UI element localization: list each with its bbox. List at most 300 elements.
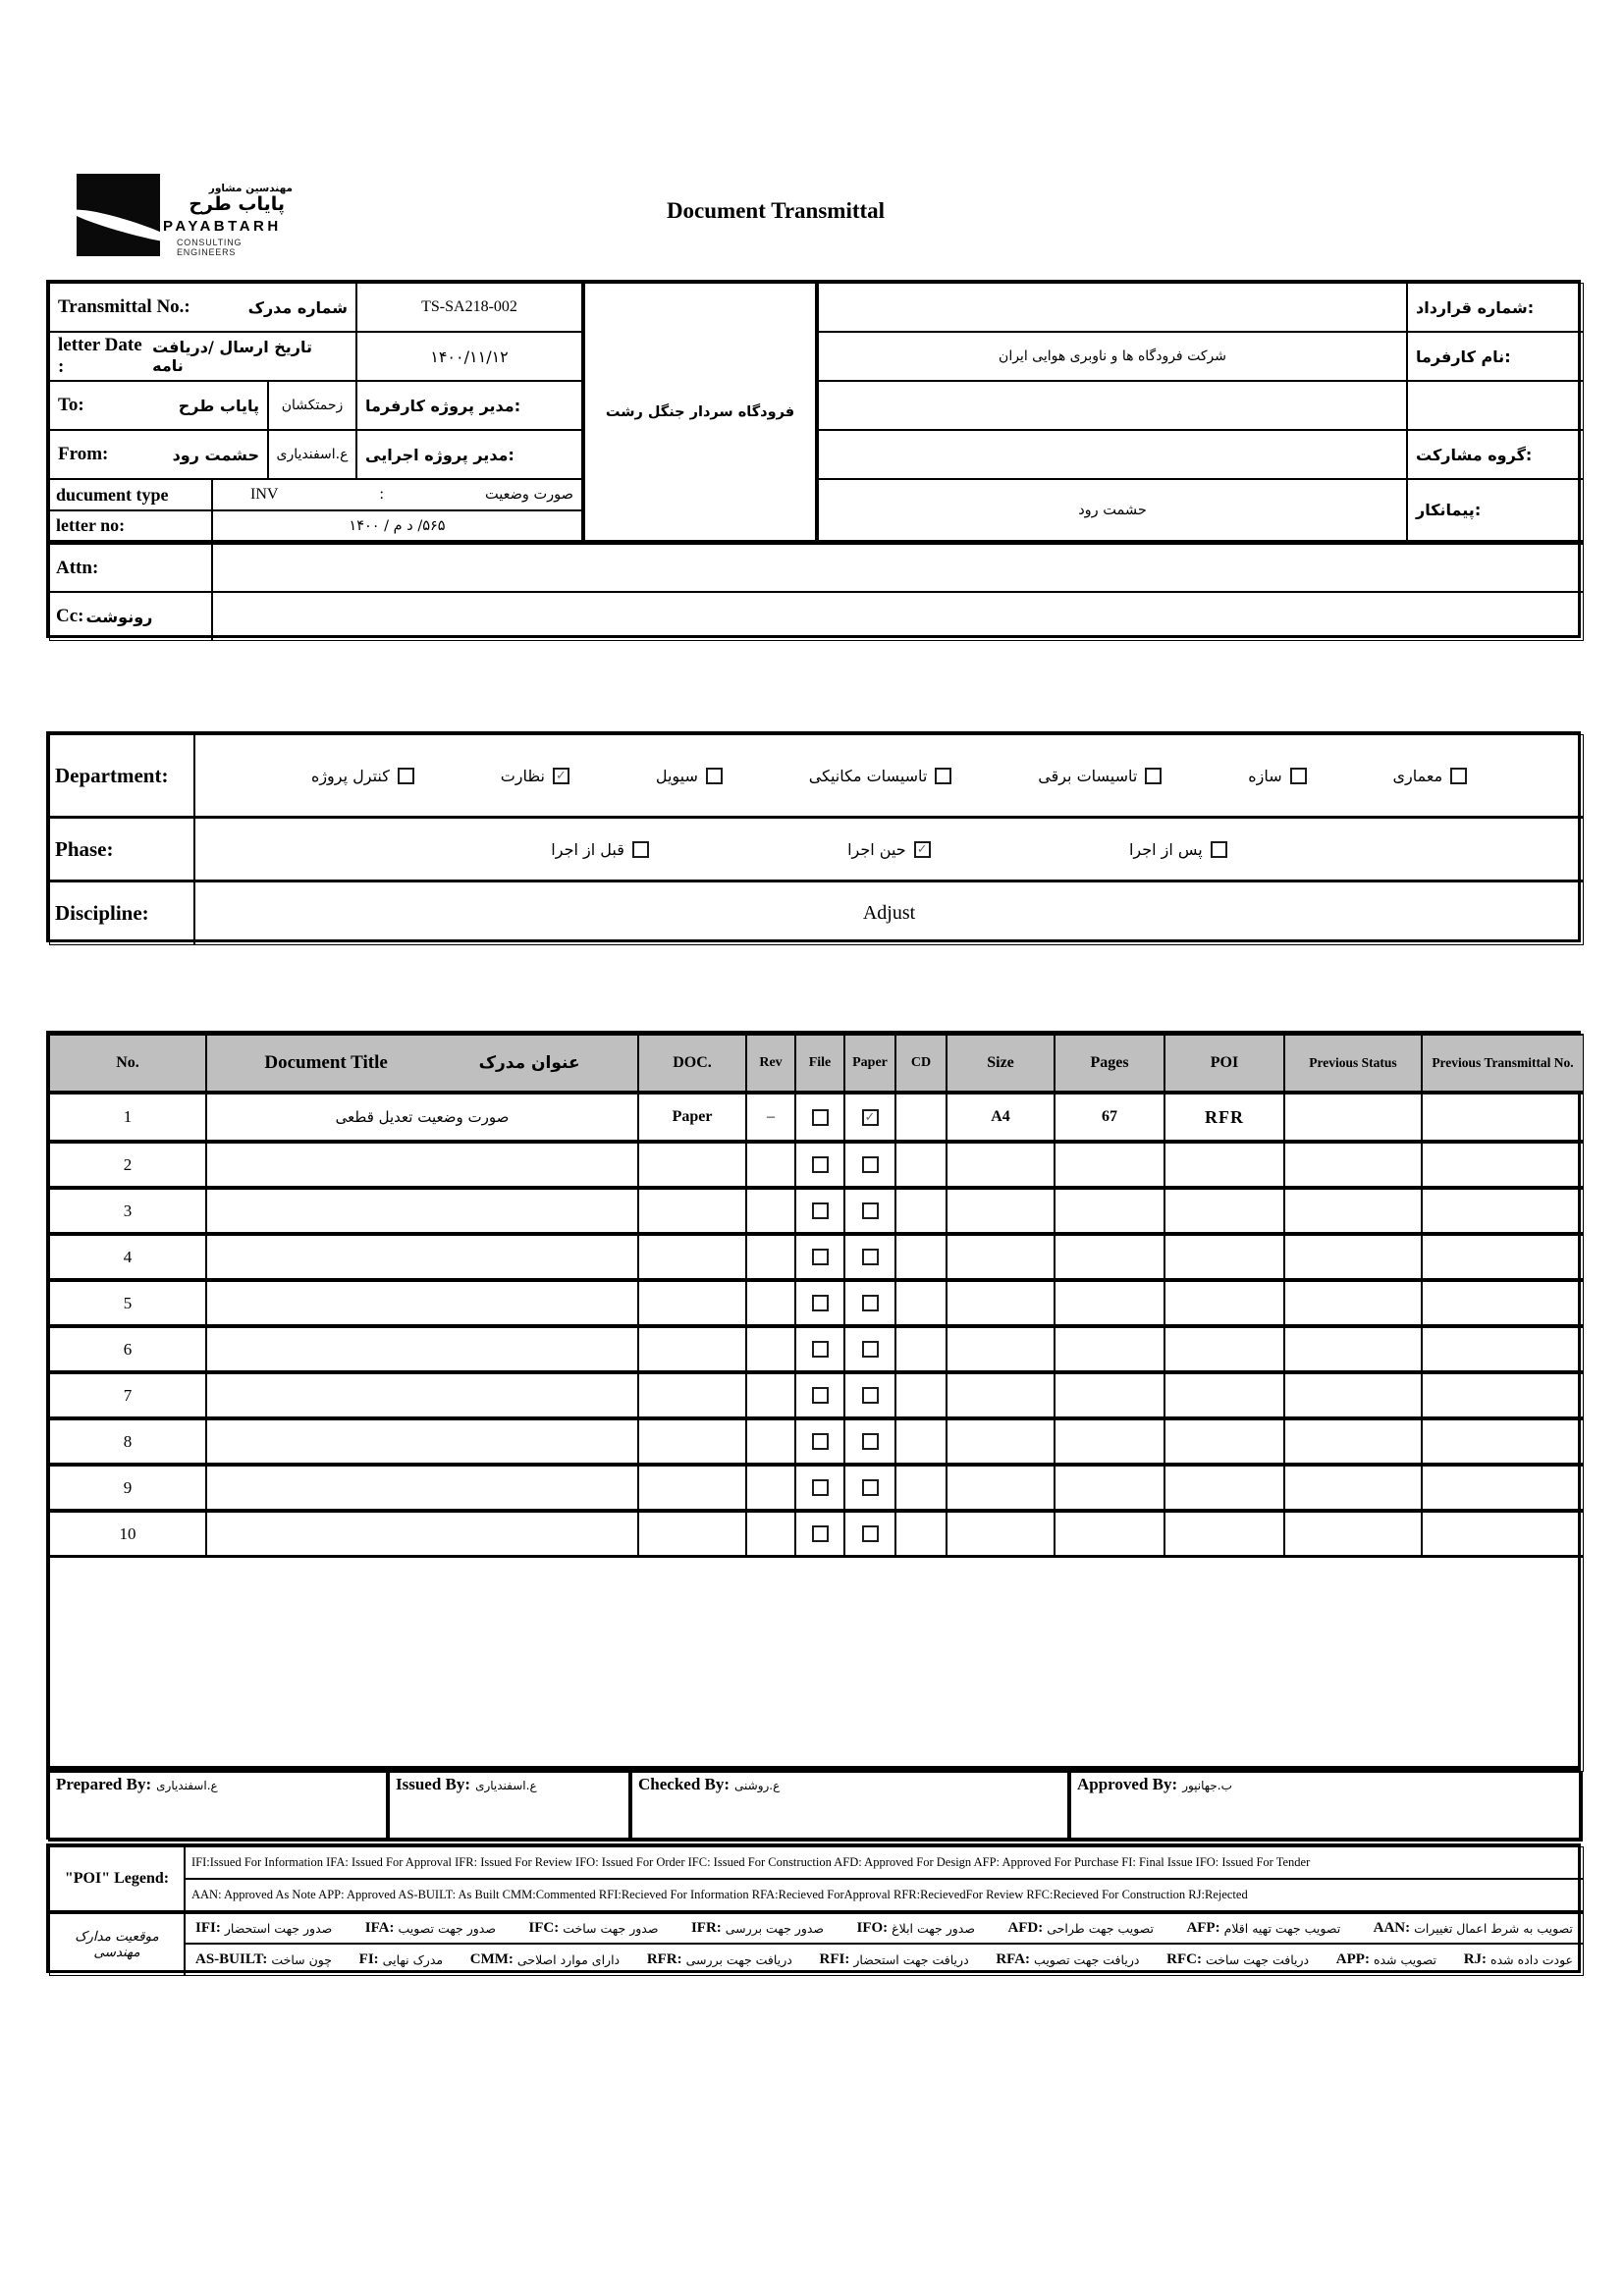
pages-cell (1055, 1188, 1164, 1234)
legend-abbr: AS-BUILT: (195, 1951, 268, 1967)
header-pages: Pages (1055, 1034, 1164, 1093)
row-number-cell: 5 (49, 1280, 206, 1326)
pages-cell (1055, 1142, 1164, 1188)
file-checkbox-cell (795, 1465, 844, 1511)
row-number-cell: 2 (49, 1142, 206, 1188)
checkbox-label: کنترل پروژه (310, 766, 390, 785)
document-title-cell (206, 1465, 638, 1511)
poi-cell (1164, 1234, 1284, 1280)
legend-abbr: IFO: (856, 1920, 889, 1936)
doc-type-cell: Paper (638, 1093, 746, 1142)
rev-cell (746, 1418, 795, 1465)
issued-by-cell (388, 1771, 630, 1842)
header-document-title-fa: عنوان مدرک (478, 1053, 580, 1073)
pages-cell (1055, 1418, 1164, 1465)
legend-abbr: IFI: (195, 1920, 221, 1936)
cd-cell (895, 1326, 947, 1372)
size-cell (947, 1234, 1055, 1280)
doc-type-cell (638, 1280, 746, 1326)
legend-item (1464, 1951, 1573, 1968)
unchecked-checkbox[interactable] (862, 1387, 879, 1404)
previous-transmittal-cell (1422, 1234, 1584, 1280)
letter-no-label: letter no: (49, 510, 212, 543)
letter-date-label-en: letter Date : (58, 335, 142, 377)
legend-item (996, 1951, 1139, 1968)
project-name: فرودگاه سردار جنگل رشت (582, 283, 818, 543)
size-cell (947, 1142, 1055, 1188)
doc-type-cell (638, 1142, 746, 1188)
unchecked-checkbox[interactable] (812, 1479, 829, 1496)
size-cell (947, 1326, 1055, 1372)
notes-area (49, 1557, 1584, 1772)
unchecked-checkbox[interactable] (862, 1249, 879, 1265)
poi-legend-line1-en: IFI:Issued For Information IFA: Issued For Approval IFR: Issued For Review IFO: Issued For Order IFC: Issued For Construction AFD: Approved For Design AFP: Approved For Purchase FI: Final Issue IFO: Issued For Tender (185, 1846, 1584, 1879)
previous-status-cell (1284, 1372, 1422, 1418)
blank-value-cell (818, 381, 1407, 430)
paper-checkbox-cell (844, 1142, 895, 1188)
checkbox-option[interactable] (656, 767, 723, 785)
cd-cell (895, 1093, 947, 1142)
letter-no-value: ۵۶۵/ د م / ۱۴۰۰ (212, 510, 582, 543)
paper-checkbox-cell (844, 1465, 895, 1511)
legend-text: تصویب جهت تهیه اقلام (1223, 1921, 1341, 1936)
legend-abbr: APP: (1335, 1951, 1370, 1967)
legend-item (365, 1920, 496, 1937)
poi-cell (1164, 1372, 1284, 1418)
file-checkbox-cell (795, 1234, 844, 1280)
checked-checkbox[interactable]: ✓ (862, 1109, 879, 1126)
row-number-cell: 7 (49, 1372, 206, 1418)
legend-text: صدور جهت ساخت (563, 1921, 659, 1936)
prepared-by-label: Prepared By: (56, 1775, 152, 1793)
unchecked-checkbox[interactable] (862, 1525, 879, 1542)
file-checkbox-cell (795, 1372, 844, 1418)
rev-cell (746, 1234, 795, 1280)
unchecked-checkbox[interactable] (1290, 768, 1307, 784)
document-title-cell (206, 1326, 638, 1372)
legend-item (691, 1920, 824, 1937)
rev-cell (746, 1465, 795, 1511)
legend-item (1166, 1951, 1309, 1968)
phase-checkbox-group (194, 818, 1584, 881)
letter-date-label-fa: تاریخ ارسال /دریافت نامه (152, 338, 313, 375)
prepared-by-name: ع.اسفندیاری (156, 1779, 218, 1792)
department-checkbox-group (194, 734, 1584, 818)
rev-cell: – (746, 1093, 795, 1142)
exec-pm-label: مدیر پروژه اجرایی: (356, 430, 582, 479)
checked-by-name: ع.روشنی (734, 1779, 781, 1792)
checkbox-label: حین اجرا (847, 839, 906, 859)
header-doc: DOC. (638, 1034, 746, 1093)
checked-checkbox[interactable]: ✓ (553, 768, 569, 784)
from-label: From: (58, 444, 109, 464)
checkbox-option[interactable] (847, 840, 931, 859)
checkbox-label: تاسیسات مکانیکی (808, 766, 928, 785)
unchecked-checkbox[interactable] (812, 1433, 829, 1450)
previous-transmittal-cell (1422, 1142, 1584, 1188)
paper-checkbox-cell (844, 1511, 895, 1557)
legend-abbr: RFC: (1166, 1951, 1202, 1967)
checkbox-option[interactable] (311, 767, 414, 785)
rev-cell (746, 1142, 795, 1188)
unchecked-checkbox[interactable] (812, 1202, 829, 1219)
classification-table (46, 731, 1581, 942)
unchecked-checkbox[interactable] (862, 1433, 879, 1450)
legend-abbr: RFR: (646, 1951, 682, 1967)
legend-item (856, 1920, 975, 1937)
checkbox-label: نظارت (500, 766, 545, 785)
pages-cell (1055, 1511, 1164, 1557)
previous-status-cell (1284, 1465, 1422, 1511)
size-cell (947, 1465, 1055, 1511)
legend-text: تصویب به شرط اعمال تغییرات (1414, 1921, 1573, 1936)
header-poi: POI (1164, 1034, 1284, 1093)
previous-status-cell (1284, 1188, 1422, 1234)
unchecked-checkbox[interactable] (398, 768, 414, 784)
document-list-table (46, 1031, 1581, 1769)
paper-checkbox-cell (844, 1280, 895, 1326)
document-title-cell (206, 1280, 638, 1326)
paper-checkbox-cell (844, 1326, 895, 1372)
document-type-value (212, 479, 582, 510)
header-document-title (206, 1034, 638, 1093)
unchecked-checkbox[interactable] (632, 841, 649, 858)
checkbox-label: سازه (1248, 766, 1282, 785)
size-cell (947, 1511, 1055, 1557)
unchecked-checkbox[interactable] (862, 1295, 879, 1311)
cd-cell (895, 1418, 947, 1465)
legend-text: مدرک نهایی (382, 1952, 444, 1967)
doc-type-cell (638, 1511, 746, 1557)
legend-text: دریافت جهت استحضار (853, 1952, 969, 1967)
size-cell (947, 1372, 1055, 1418)
cc-label-fa: رونوشت (85, 607, 153, 626)
legend-text: دریافت جهت تصویب (1034, 1952, 1140, 1967)
poi-cell (1164, 1326, 1284, 1372)
poi-cell: RFR (1164, 1093, 1284, 1142)
unchecked-checkbox[interactable] (862, 1202, 879, 1219)
legend-abbr: IFA: (364, 1920, 395, 1936)
attn-value (212, 543, 1584, 592)
blank-label-cell (1407, 381, 1584, 430)
header-previous-transmittal: Previous Transmittal No. (1422, 1034, 1584, 1093)
unchecked-checkbox[interactable] (812, 1295, 829, 1311)
rev-cell (746, 1326, 795, 1372)
legend-item (195, 1920, 332, 1937)
header-size: Size (947, 1034, 1055, 1093)
to-label: To: (58, 395, 84, 415)
legend-abbr: RFA: (996, 1951, 1031, 1967)
previous-transmittal-cell (1422, 1093, 1584, 1142)
previous-transmittal-cell (1422, 1326, 1584, 1372)
file-checkbox-cell (795, 1188, 844, 1234)
checked-by-cell (630, 1771, 1069, 1842)
doc-status-legend-label: موقعیت مدارک مهندسی (49, 1911, 185, 1976)
document-title-cell (206, 1372, 638, 1418)
contract-no-label: شماره قرارداد: (1407, 283, 1584, 332)
row-number-cell: 6 (49, 1326, 206, 1372)
cc-value (212, 592, 1584, 641)
header-file: File (795, 1034, 844, 1093)
unchecked-checkbox[interactable] (1450, 768, 1467, 784)
row-number-cell: 3 (49, 1188, 206, 1234)
pages-cell: 67 (1055, 1093, 1164, 1142)
discipline-value: Adjust (194, 881, 1584, 945)
letter-date-value: ۱۴۰۰/۱۱/۱۲ (356, 332, 582, 381)
from-value: حشمت رود (172, 445, 259, 464)
legend-abbr: AFP: (1186, 1920, 1220, 1936)
from-field (49, 430, 268, 479)
pages-cell (1055, 1326, 1164, 1372)
rev-cell (746, 1372, 795, 1418)
pages-cell (1055, 1465, 1164, 1511)
pages-cell (1055, 1372, 1164, 1418)
legend-item (359, 1951, 443, 1968)
company-tagline-fa: مهندسین مشاور (208, 183, 293, 194)
legend-abbr: RJ: (1463, 1951, 1488, 1967)
transmittal-no-value: TS-SA218-002 (356, 283, 582, 332)
cd-cell (895, 1372, 947, 1418)
approved-by-name: ب.جهانپور (1182, 1779, 1232, 1792)
legend-item (195, 1951, 332, 1968)
unchecked-checkbox[interactable] (812, 1156, 829, 1173)
page-title: Document Transmittal (666, 198, 886, 223)
checkbox-option[interactable] (1038, 767, 1162, 785)
legend-item (1186, 1920, 1340, 1937)
size-cell (947, 1280, 1055, 1326)
document-title-cell (206, 1188, 638, 1234)
row-number-cell: 1 (49, 1093, 206, 1142)
previous-transmittal-cell (1422, 1188, 1584, 1234)
file-checkbox-cell (795, 1326, 844, 1372)
checkbox-label: پس از اجرا (1128, 839, 1203, 859)
cc-label-en: Cc: (56, 606, 84, 626)
contractor-label: پیمانکار: (1407, 479, 1584, 543)
pages-cell (1055, 1280, 1164, 1326)
doc-type-cell (638, 1188, 746, 1234)
checkbox-label: سیویل (655, 766, 698, 785)
to-person: زحمتکشان (268, 381, 356, 430)
legend-item (1374, 1920, 1573, 1937)
to-value: پایاب طرح (178, 396, 259, 415)
row-number-cell: 10 (49, 1511, 206, 1557)
previous-transmittal-cell (1422, 1280, 1584, 1326)
unchecked-checkbox[interactable] (812, 1387, 829, 1404)
row-number-cell: 4 (49, 1234, 206, 1280)
poi-legend-table (46, 1843, 1581, 1973)
client-name-value: شرکت فرودگاه ها و ناوبری هوایی ایران (818, 332, 1407, 381)
transmittal-no-label-en: Transmittal No.: (58, 296, 190, 317)
unchecked-checkbox[interactable] (862, 1479, 879, 1496)
file-checkbox-cell (795, 1142, 844, 1188)
document-title-cell (206, 1234, 638, 1280)
phase-label: Phase: (49, 818, 194, 881)
cc-label (49, 592, 212, 641)
poi-legend-label: "POI" Legend: (49, 1846, 185, 1911)
checkbox-label: معماری (1392, 766, 1443, 785)
file-checkbox-cell (795, 1093, 844, 1142)
document-title-cell: صورت وضعیت تعدیل قطعی (206, 1093, 638, 1142)
legend-text: دریافت جهت ساخت (1205, 1952, 1310, 1967)
cd-cell (895, 1188, 947, 1234)
issued-by-name: ع.اسفندیاری (475, 1779, 537, 1792)
size-cell (947, 1188, 1055, 1234)
checkbox-option[interactable] (551, 840, 649, 859)
unchecked-checkbox[interactable] (812, 1109, 829, 1126)
previous-transmittal-cell (1422, 1511, 1584, 1557)
legend-abbr: RFI: (819, 1951, 850, 1967)
doc-type-cell (638, 1372, 746, 1418)
company-name-fa: پایاب طرح (189, 193, 285, 215)
previous-status-cell (1284, 1418, 1422, 1465)
document-title-cell (206, 1418, 638, 1465)
unchecked-checkbox[interactable] (706, 768, 723, 784)
unchecked-checkbox[interactable] (1211, 841, 1227, 858)
legend-text: صدور جهت بررسی (725, 1921, 825, 1936)
previous-transmittal-cell (1422, 1418, 1584, 1465)
legend-item (1336, 1951, 1436, 1968)
document-type-separator: : (379, 486, 384, 503)
paper-checkbox-cell (844, 1188, 895, 1234)
contract-no-value (818, 283, 1407, 332)
checkbox-option[interactable] (809, 767, 952, 785)
checkbox-label: قبل از اجرا (551, 839, 624, 859)
legend-text: عودت داده شده (1490, 1952, 1573, 1967)
transmittal-info-table (46, 280, 1581, 638)
paper-checkbox-cell (844, 1372, 895, 1418)
doc-type-cell (638, 1234, 746, 1280)
company-name-en: PAYABTARH (163, 217, 282, 235)
attn-label: Attn: (49, 543, 212, 592)
legend-abbr: IFR: (690, 1920, 722, 1936)
legend-text: دارای موارد اصلاحی (516, 1952, 621, 1967)
legend-abbr: FI: (358, 1951, 379, 1967)
legend-abbr: AAN: (1373, 1920, 1411, 1936)
cd-cell (895, 1234, 947, 1280)
size-cell: A4 (947, 1093, 1055, 1142)
legend-abbr: IFC: (528, 1920, 560, 1936)
header-no: No. (49, 1034, 206, 1093)
header-previous-status: Previous Status (1284, 1034, 1422, 1093)
document-type-value-fa: صورت وضعیت (484, 487, 573, 503)
contractor-value: حشمت رود (818, 479, 1407, 543)
poi-legend-line1-fa (185, 1911, 1584, 1944)
rev-cell (746, 1280, 795, 1326)
legend-item (647, 1951, 792, 1968)
legend-text: صدور جهت ابلاغ (892, 1921, 975, 1936)
cd-cell (895, 1465, 947, 1511)
partnership-value (818, 430, 1407, 479)
row-number-cell: 9 (49, 1465, 206, 1511)
legend-text: صدور جهت استحضار (224, 1921, 333, 1936)
approved-by-cell (1069, 1771, 1583, 1842)
unchecked-checkbox[interactable] (812, 1249, 829, 1265)
document-title-cell (206, 1142, 638, 1188)
doc-type-cell (638, 1465, 746, 1511)
previous-status-cell (1284, 1234, 1422, 1280)
poi-cell (1164, 1465, 1284, 1511)
cd-cell (895, 1511, 947, 1557)
cd-cell (895, 1142, 947, 1188)
previous-status-cell (1284, 1093, 1422, 1142)
legend-abbr: AFD: (1007, 1920, 1044, 1936)
company-subtitle-en: CONSULTING ENGINEERS (177, 237, 243, 257)
client-name-label: نام کارفرما: (1407, 332, 1584, 381)
previous-status-cell (1284, 1511, 1422, 1557)
discipline-label: Discipline: (49, 881, 194, 945)
paper-checkbox-cell (844, 1234, 895, 1280)
unchecked-checkbox[interactable] (812, 1341, 829, 1358)
unchecked-checkbox[interactable] (862, 1156, 879, 1173)
cd-cell (895, 1280, 947, 1326)
to-field (49, 381, 268, 430)
partnership-label: گروه مشارکت: (1407, 430, 1584, 479)
approved-by-label: Approved By: (1077, 1775, 1178, 1793)
transmittal-no-label (49, 283, 356, 332)
poi-cell (1164, 1418, 1284, 1465)
rev-cell (746, 1511, 795, 1557)
checkbox-option[interactable] (501, 767, 569, 785)
paper-checkbox-cell (844, 1093, 895, 1142)
previous-status-cell (1284, 1326, 1422, 1372)
previous-transmittal-cell (1422, 1372, 1584, 1418)
poi-legend-line2-fa (185, 1944, 1584, 1976)
previous-status-cell (1284, 1280, 1422, 1326)
legend-text: صدور جهت تصویب (398, 1921, 496, 1936)
header-rev: Rev (746, 1034, 795, 1093)
header-document-title-en: Document Title (264, 1052, 388, 1073)
document-type-label: ducument type (49, 479, 212, 510)
previous-status-cell (1284, 1142, 1422, 1188)
legend-item (1007, 1920, 1154, 1937)
header-cd: CD (895, 1034, 947, 1093)
doc-type-cell (638, 1326, 746, 1372)
legend-item (819, 1951, 968, 1968)
transmittal-no-label-fa: شماره مدرک (247, 297, 348, 317)
document-type-value-en: INV (250, 486, 279, 503)
pages-cell (1055, 1234, 1164, 1280)
letter-date-label (49, 332, 356, 381)
checked-by-label: Checked By: (638, 1775, 731, 1793)
from-person: ع.اسفندیاری (268, 430, 356, 479)
size-cell (947, 1418, 1055, 1465)
checkbox-label: تاسیسات برقی (1038, 766, 1138, 785)
legend-text: تصویب شده (1373, 1952, 1437, 1967)
checkbox-option[interactable] (1248, 767, 1306, 785)
unchecked-checkbox[interactable] (812, 1525, 829, 1542)
poi-cell (1164, 1142, 1284, 1188)
checked-checkbox[interactable]: ✓ (914, 841, 931, 858)
client-pm-label: مدیر پروژه کارفرما: (356, 381, 582, 430)
poi-cell (1164, 1188, 1284, 1234)
checkbox-option[interactable] (1129, 840, 1227, 859)
checkbox-option[interactable] (1392, 767, 1467, 785)
issued-by-label: Issued By: (396, 1775, 471, 1793)
file-checkbox-cell (795, 1418, 844, 1465)
poi-legend-line2-en: AAN: Approved As Note APP: Approved AS-BUILT: As Built CMM:Commented RFI:Recieved For Information RFA:Recieved ForApproval RFR:RecievedFor Review RFC:Recieved For Construction RJ:Rejected (185, 1879, 1584, 1911)
department-label: Department: (49, 734, 194, 818)
file-checkbox-cell (795, 1511, 844, 1557)
rev-cell (746, 1188, 795, 1234)
row-number-cell: 8 (49, 1418, 206, 1465)
unchecked-checkbox[interactable] (935, 768, 951, 784)
doc-type-cell (638, 1418, 746, 1465)
poi-cell (1164, 1511, 1284, 1557)
signature-row (46, 1769, 1581, 1840)
unchecked-checkbox[interactable] (862, 1341, 879, 1358)
legend-text: تصویب جهت طراحی (1047, 1921, 1154, 1936)
unchecked-checkbox[interactable] (1145, 768, 1162, 784)
